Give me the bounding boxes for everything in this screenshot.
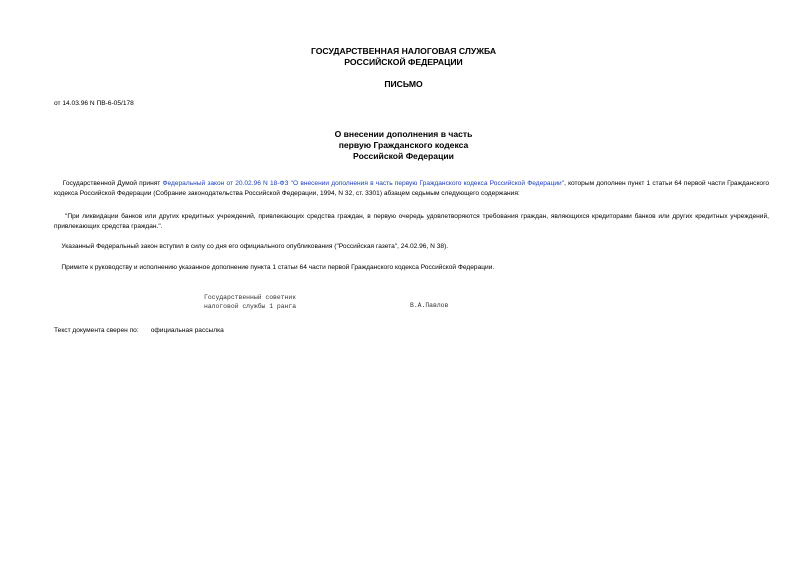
document-subject xyxy=(0,129,807,162)
subject-line-1: О внесении дополнения в часть xyxy=(334,129,473,139)
paragraph-4 xyxy=(54,263,769,273)
paragraph-3 xyxy=(54,242,769,252)
signatory-name: В.А.Павлов xyxy=(410,302,449,309)
subject-line-3: Российской Федерации xyxy=(353,151,454,161)
document-reference: от 14.03.96 N ПВ-6-05/178 xyxy=(54,100,134,107)
signatory-title-line-2: налоговой службы 1 ранга xyxy=(204,302,297,310)
paragraph-1 xyxy=(54,179,769,199)
paragraph-2-text: "При ликвидации банков или других кредитных учреждений, привлекающих средства граждан, в первую очередь удовлетворяются требования граждан, являющихся кредиторами банков или других кредитных учреждений, привлекающих средства граждан.". xyxy=(54,213,769,231)
paragraph-2 xyxy=(54,212,769,232)
issuer-heading xyxy=(0,46,807,68)
verification-label: Текст документа сверен по: xyxy=(54,327,139,334)
subject-line-2: первую Гражданского кодекса xyxy=(338,140,469,150)
signatory-title-line-1: Государственный советник xyxy=(204,294,297,301)
signatory-title xyxy=(204,294,296,311)
paragraph-1-intro: Государственной Думой принят xyxy=(62,180,163,187)
issuer-line-2: РОССИЙСКОЙ ФЕДЕРАЦИИ xyxy=(344,57,463,67)
verification-source: официальная рассылка xyxy=(150,327,224,334)
paragraph-3-text: Указанный Федеральный закон вступил в силу со дня его официального опубликования ("Российская газета", 24.02.96, N 38). xyxy=(61,243,449,250)
federal-law-link[interactable]: Федеральный закон от 20.02.96 N 18-ФЗ "О внесении дополнения в часть первую Гражданского кодекса Российской Федерации" xyxy=(162,180,565,187)
issuer-line-1: ГОСУДАРСТВЕННАЯ НАЛОГОВАЯ СЛУЖБА xyxy=(310,46,497,56)
document-type: ПИСЬМО xyxy=(384,79,423,89)
paragraph-4-text: Примите к руководству и исполнению указанное дополнение пункта 1 статьи 64 части первой Гражданского кодекса Российской Федерации. xyxy=(61,264,495,271)
verification-note xyxy=(54,326,224,335)
paragraph-1-rest: , которым дополнен пункт 1 статьи 64 первой части Гражданского кодекса Российской Федерации (Собрание законодательства Российской Федерации, 1994, N 32, ст. 3301) абзацем седьмым следующего содержания: xyxy=(54,180,770,198)
